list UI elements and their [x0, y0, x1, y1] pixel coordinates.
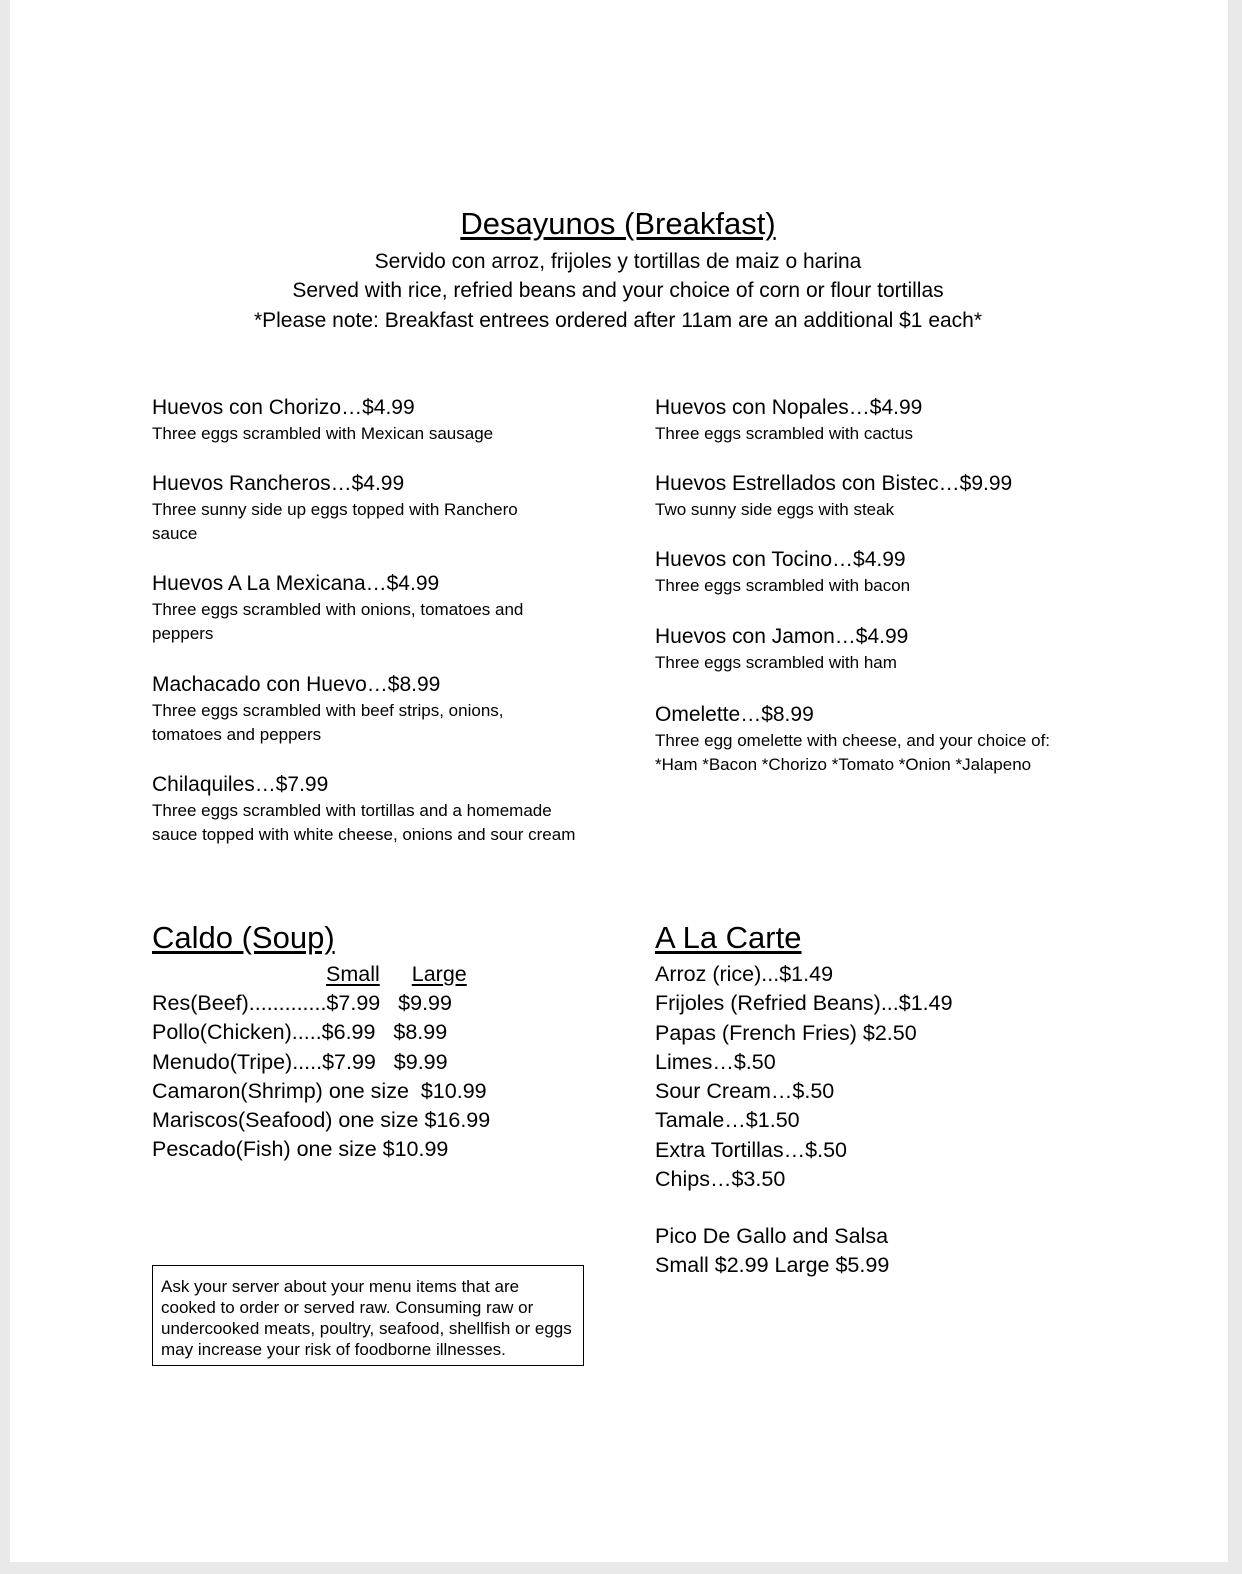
soup-line: Mariscos(Seafood) one size $16.99 — [152, 1108, 491, 1133]
soup-line: Res(Beef).............$7.99 $9.99 — [152, 991, 452, 1015]
menu-item-name: Huevos con Chorizo…$4.99 — [152, 396, 415, 419]
a-la-carte-line: Chips…$3.50 — [655, 1167, 786, 1192]
menu-item-description: Three eggs scrambled with beef strips, onions, tomatoes and peppers — [152, 701, 504, 744]
menu-item-description: Three eggs scrambled with bacon — [655, 576, 911, 595]
menu-item-name: Huevos con Jamon…$4.99 — [655, 625, 909, 648]
soup-column-headers — [306, 962, 467, 987]
soup-section-title: Caldo (Soup) — [152, 920, 335, 955]
pico-title: Pico De Gallo and Salsa — [655, 1224, 889, 1248]
menu-item-description: Two sunny side eggs with steak — [655, 500, 895, 519]
menu-item-description: Three eggs scrambled with Mexican sausage — [152, 424, 494, 443]
soup-line: Menudo(Tripe).....$7.99 $9.99 — [152, 1049, 448, 1074]
food-safety-notice: Ask your server about your menu items that are cooked to order or served raw. Consuming raw or undercooked meats, poultry, seafood, shellfish or eggs may increase your risk of foodborne illnesses. — [152, 1265, 584, 1366]
a-la-carte-line: Arroz (rice)...$1.49 — [655, 962, 834, 986]
soup-line: Pollo(Chicken).....$6.99 $8.99 — [152, 1020, 448, 1045]
menu-item-name: Chilaquiles…$7.99 — [152, 773, 329, 796]
menu-item — [152, 395, 592, 446]
menu-item-name: Huevos Rancheros…$4.99 — [152, 472, 405, 495]
menu-item-name: Huevos Estrellados con Bistec…$9.99 — [655, 472, 1013, 495]
breakfast-subtitle-english: Served with rice, refried beans and your choice of corn or flour tortillas — [292, 279, 944, 302]
pico-prices: Small $2.99 Large $5.99 — [655, 1253, 890, 1278]
menu-item — [152, 471, 557, 546]
a-la-carte-title: A La Carte — [655, 920, 802, 955]
a-la-carte-line: Sour Cream…$.50 — [655, 1079, 835, 1104]
a-la-carte-line: Frijoles (Refried Beans)...$1.49 — [655, 991, 953, 1016]
menu-item-name: Huevos con Tocino…$4.99 — [655, 548, 906, 571]
soup-column-small: Small — [326, 962, 380, 986]
menu-item — [152, 772, 582, 847]
soup-list — [152, 989, 490, 1165]
menu-item-description: Three sunny side up eggs topped with Ranchero sauce — [152, 500, 518, 543]
menu-item — [655, 624, 1125, 675]
a-la-carte-line: Limes…$.50 — [655, 1049, 776, 1074]
menu-item — [655, 702, 1175, 777]
soup-line: Pescado(Fish) one size $10.99 — [152, 1137, 449, 1162]
menu-item-name: Huevos con Nopales…$4.99 — [655, 396, 923, 419]
menu-item — [655, 547, 1125, 598]
menu-item — [152, 672, 547, 747]
breakfast-note: *Please note: Breakfast entrees ordered after 11am are an additional $1 each* — [253, 309, 983, 332]
menu-item-name: Machacado con Huevo…$8.99 — [152, 673, 441, 696]
menu-item — [152, 571, 557, 646]
a-la-carte-line: Tamale…$1.50 — [655, 1108, 800, 1133]
a-la-carte-line: Papas (French Fries) $2.50 — [655, 1020, 917, 1045]
menu-item-name: Huevos A La Mexicana…$4.99 — [152, 572, 440, 595]
breakfast-title: Desayunos (Breakfast) — [460, 206, 776, 241]
menu-item-description: Three eggs scrambled with ham — [655, 653, 897, 672]
menu-item-description: Three eggs scrambled with cactus — [655, 424, 913, 443]
soup-column-large: Large — [411, 962, 467, 986]
breakfast-subtitle-spanish: Servido con arroz, frijoles y tortillas de maiz o harina — [374, 250, 862, 273]
menu-item — [655, 471, 1125, 522]
a-la-carte-line: Extra Tortillas…$.50 — [655, 1137, 847, 1162]
menu-item-description: Three egg omelette with cheese, and your choice of: — [655, 731, 1051, 750]
menu-item-description: Three eggs scrambled with tortillas and a homemade sauce topped with white cheese, onions and sour cream — [152, 801, 576, 844]
a-la-carte-list — [655, 960, 953, 1194]
menu-item — [655, 395, 1125, 446]
menu-item-description-options: *Ham *Bacon *Chorizo *Tomato *Onion *Jalapeno — [655, 755, 1032, 774]
menu-item-name: Omelette…$8.99 — [655, 703, 814, 726]
menu-item-description: Three eggs scrambled with onions, tomatoes and peppers — [152, 600, 524, 643]
soup-line: Camaron(Shrimp) one size $10.99 — [152, 1078, 487, 1103]
pico-de-gallo — [655, 1222, 889, 1281]
